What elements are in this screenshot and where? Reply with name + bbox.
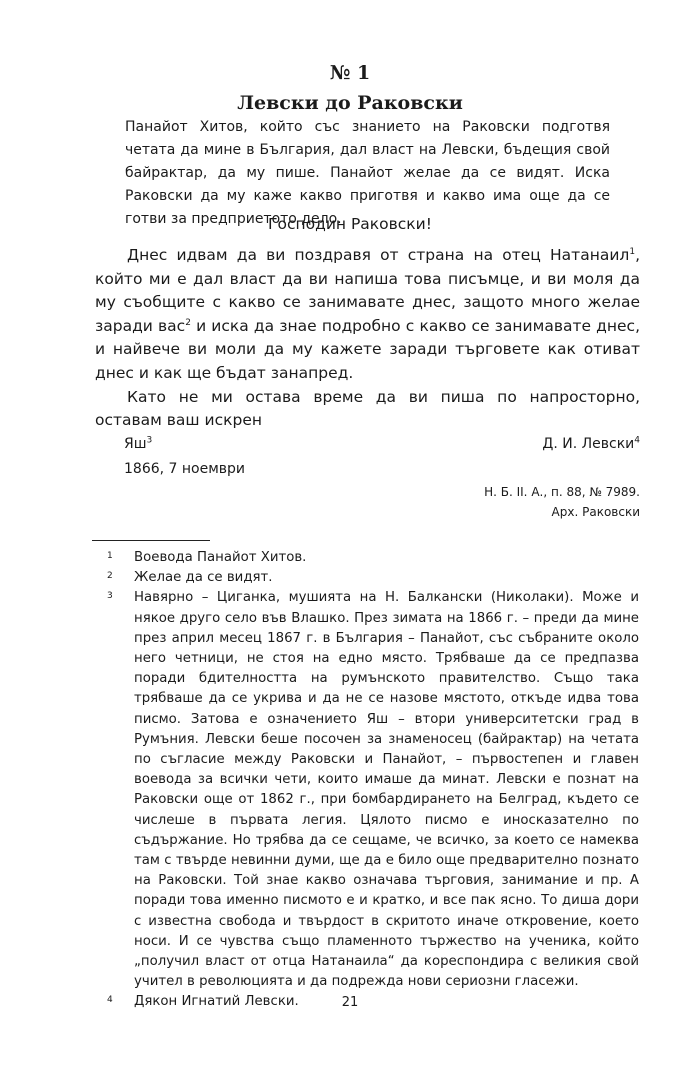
document-title: Левски до Раковски [237,92,463,114]
letter-text: и иска да знае подробно с какво се занимавате днес, и найвече ви моли да му кажете заради търговете как отиват днес и как ще бъдат занапред. [95,316,641,382]
footnote-text: Желае да се видят. [134,570,273,586]
letter-signature [542,434,640,454]
footnote-ref-3[interactable]: 3 [146,435,153,446]
letter-date: 1866, 7 ноември [124,461,246,477]
footnote-number: 2 [107,571,113,582]
footnote-number: 3 [107,591,113,602]
source-line-2: Арх. Раковски [551,505,640,519]
footnote-2 [107,568,639,588]
footnote-number: 1 [107,551,113,561]
letter-body [95,244,640,433]
signature-text: Д. И. Левски [542,436,635,452]
footnote-ref-2[interactable]: 2 [185,317,191,328]
document-heading [0,58,700,118]
footnote-ref-4[interactable]: 4 [634,435,640,446]
page-number: 21 [341,995,359,1010]
letter-salutation: Господин Раковски! [268,215,432,233]
letter-text: , който ми е дал власт да ви напиша това писъмце, и ви моля да му съобщите с какво се занимавате днес, защото много желае заради вас [95,246,640,335]
archive-source [484,482,640,522]
footnotes [107,548,639,1013]
intro-summary: Панайот Хитов, който със знанието на Раковски подготвя четата да мине в България, дал власт на Левски, бъдещия свой байрактар, да му пише. Панайот желае да се видят. Иска Раковски да му каже какво приготвя и какво има още да се готви за предприетото дело. [125,119,610,227]
footnote-3 [107,588,639,992]
footnote-ref-1[interactable]: 1 [629,246,636,257]
footnote-text: Дякон Игнатий Левски. [134,994,299,1010]
footnote-text: Воевода Панайот Хитов. [134,550,307,565]
footnote-text: Навярно – Циганка, мушията на Н. Балкански (Николаки). Може и някое друго село във Влашко. През зимата на 1866 г. – преди да мине през април месец 1867 г. в България – Панайот, със събраните около него четници, не стоя на едно място. Трябваше да се предпазва поради бдителността на румънското правителство. Също така трябваше да се укрива и да не се назове мястото, откъде идва това писмо. Затова е означението Яш – втори университетски град в Румъния. Левски беше посочен за знаменосец (байрактар) на четата по съгласие между Раковски и Панайот, – първостепен и главен воевода за всички чети, които имаше да минат. Левски е познат на Раковски още от 1862 г., при бомбардирането на Белград, където се числеше в първата легия. Цялото писмо е иносказателно по съдържание. Но трябва да се сещаме, че всичко, за което се намеква там с твърде невинни думи, ще да е било още предварително познато на Раковски. Той знае какво означава търговия, занимание и пр. А поради това именно писмото е и кратко, и все пак ясно. То диша дори с известна свобода и твърдост в скритото иначе откровение, което носи. И се чувства също пламенното тържество на ученика, който „получил власт от отца Натанаила“ да кореспондира с великия свой учител в революцията и да подрежда нови сериозни гласежи. [134,590,639,990]
footnote-1 [107,548,639,568]
letter-paragraph-1 [95,244,640,386]
letter-place [124,434,152,454]
letter-text: Днес идвам да ви поздравя от страна на отец Натанаил [127,246,630,264]
signature-line [124,434,640,454]
source-line-1: Н. Б. II. А., п. 88, № 7989. [484,485,640,499]
letter-paragraph-2: Като не ми остава време да ви пиша по напросторно, оставам ваш искрен [95,387,640,430]
document-number: № 1 [329,62,371,84]
footnote-number: 4 [107,995,113,1006]
place-text: Яш [124,436,147,452]
footnote-divider [92,540,210,541]
